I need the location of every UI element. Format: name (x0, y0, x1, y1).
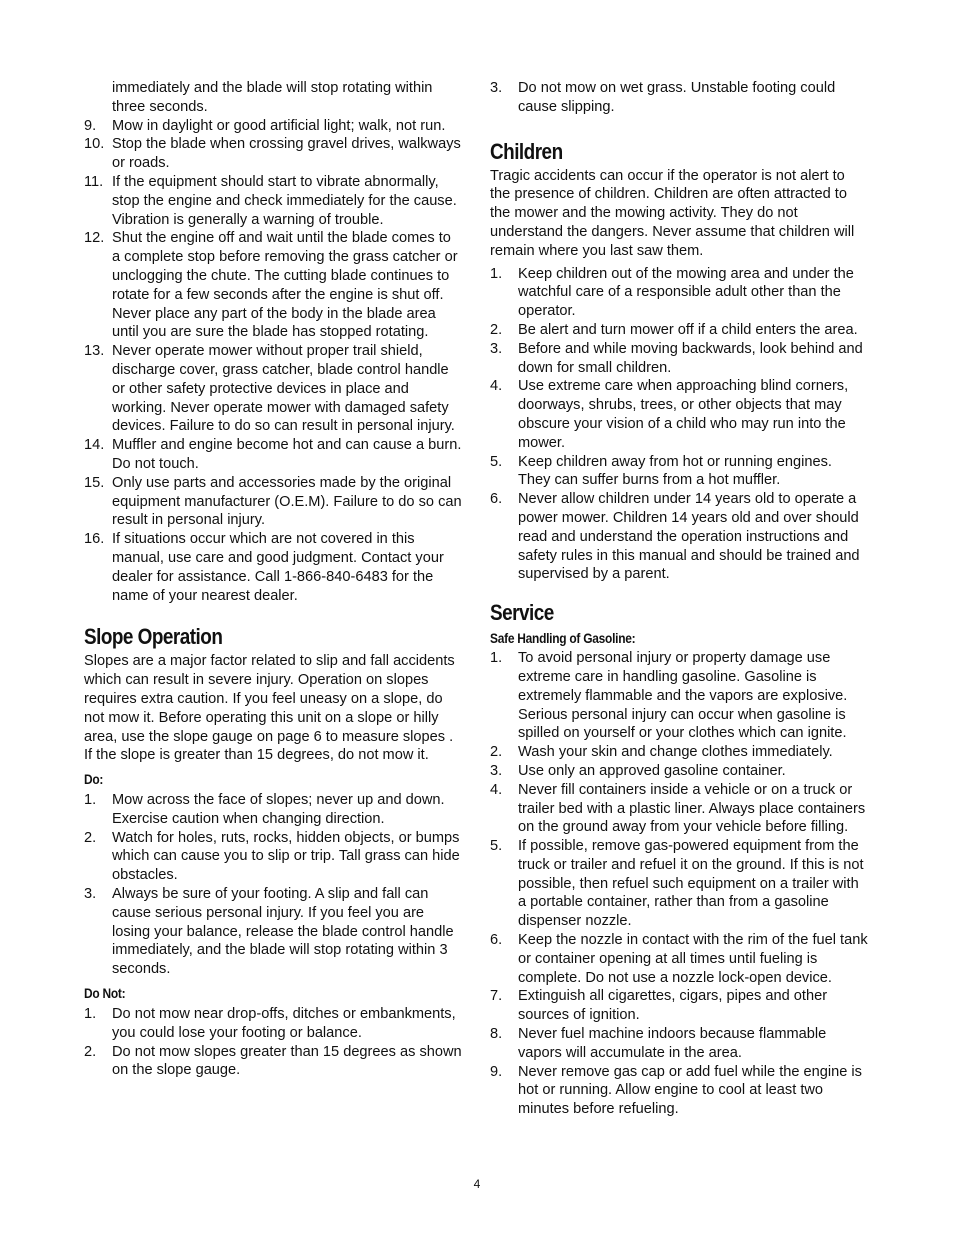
list-item: 16. If situations occur which are not covered in this manual, use care and good judgment. Contact your dealer for assistance. Call 1-866-840-6483 for the name of your nearest dealer. (84, 531, 444, 604)
list-item: 14. Muffler and engine become hot and can cause a burn. Do not touch. (84, 437, 462, 472)
list-item: 5. Keep children away from hot or running engines. They can suffer burns from a hot muffler. (490, 453, 832, 489)
list-item: 12. Shut the engine off and wait until the blade comes to a complete stop before removing the grass catcher or unclogging the chute. The cutting blade continues to rotate for a few seconds after the engine is shut off. Never place any part of the body in the blade area until you are sure the blade has stopped rotating. (84, 230, 458, 341)
list-item: 1. Mow across the face of slopes; never up and down. Exercise caution when changing direction. (84, 792, 445, 827)
safety-list-continued (84, 117, 462, 606)
list-item: 13. Never operate mower without proper trail shield, discharge cover, grass catcher, blade control handle or other safety protective devices in place and working. Never operate mower with damaged safety devices. Failure to do so can result in personal injury. (84, 343, 455, 435)
list-item: 6. Never allow children under 14 years old to operate a power mower. Children 14 years old and over should read and understand the operation instructions and safety rules in this manual and should be trained and supervised by a parent. (490, 491, 860, 583)
list-item: 1. Do not mow near drop-offs, ditches or embankments, you could lose your footing or balance. (84, 1006, 456, 1041)
list-item: 2. Watch for holes, ruts, rocks, hidden objects, or bumps which can cause you to slip or trip. Tall grass can hide obstacles. (84, 829, 460, 884)
list-item: 7. Extinguish all cigarettes, cigars, pipes and other sources of ignition. (490, 988, 828, 1024)
subheading-do-not: Do Not: (84, 986, 126, 1002)
gasoline-list (490, 649, 868, 1119)
children-list (490, 265, 868, 585)
do-not-list (84, 1005, 462, 1080)
children-intro: Tragic accidents can occur if the operator is not alert to the presence of children. Children are often attracted to the mower and the mowing activity. They do not understand the dangers. Never assume that children will remain where you last saw them. (490, 167, 855, 259)
list-item: 6. Keep the nozzle in contact with the rim of the fuel tank or container opening at all times until fueling is complete. Do not use a nozzle lock-open device. (490, 932, 868, 986)
section-title-service: Service (490, 600, 554, 626)
list-item: 3. Always be sure of your footing. A slip and fall can cause serious personal injury. If you feel you are losing your balance, release the blade control handle immediately, and the blade will stop rotating within 3 seconds. (84, 886, 454, 978)
list-item: 2. Do not mow slopes greater than 15 degrees as shown on the slope gauge. (84, 1043, 462, 1079)
do-list (84, 791, 462, 979)
slope-intro: Slopes are a major factor related to slip and fall accidents which can result in severe injury. Operation on slopes requires extra caution. If you feel uneasy on a slope, do not mow it. Before operating this unit on a slope or hilly area, use the slope gauge on page 6 to measure slopes . If the slope is greater than 15 degrees, do not mow it. (84, 653, 455, 764)
continued-item-text: immediately and the blade will stop rotating within three seconds. (112, 80, 433, 115)
slope-do-not-list-continued (490, 79, 868, 117)
list-item: 9. Mow in daylight or good artificial light; walk, not run. (84, 117, 446, 134)
list-item: 15. Only use parts and accessories made by the original equipment manufacturer (O.E.M). Failure to do so can result in personal injury. (84, 474, 462, 529)
list-item: 9. Never remove gas cap or add fuel while the engine is hot or running. Allow engine to cool at least two minutes before refueling. (490, 1063, 862, 1118)
section-title-slope-operation: Slope Operation (84, 624, 223, 650)
list-item: 4. Never fill containers inside a vehicle or on a truck or trailer bed with a plastic liner. Always place containers on the ground away from your vehicle before filling. (490, 781, 866, 836)
subheading-do: Do: (84, 772, 104, 788)
list-item: 2. Wash your skin and change clothes immediately. (490, 744, 833, 761)
page-number: 4 (473, 1177, 481, 1191)
list-item: 8. Never fuel machine indoors because flammable vapors will accumulate in the area. (490, 1026, 827, 1061)
list-item: 1. To avoid personal injury or property damage use extreme care in handling gasoline. Gasoline is extremely flammable and the vapors are explosive. Serious personal injury can occur when gasoline is spilled on yourself or your clothes which can ignite. (490, 650, 848, 742)
right-column (490, 79, 868, 1119)
list-item: 3. Before and while moving backwards, look behind and down for small children. (490, 340, 863, 376)
list-item: 10. Stop the blade when crossing gravel drives, walkways or roads. (84, 136, 461, 172)
section-title-children: Children (490, 138, 563, 164)
list-item: 5. If possible, remove gas-powered equipment from the truck or trailer and refuel it on the ground. If this is not possible, then refuel such equipment on a trailer with a portable container, rather than from a gasoline dispenser nozzle. (490, 838, 864, 930)
list-item: 3. Use only an approved gasoline container. (490, 762, 786, 779)
list-item: 1. Keep children out of the mowing area and under the watchful care of a responsible adult other than the operator. (490, 265, 854, 320)
left-column (84, 79, 462, 1080)
list-item: 4. Use extreme care when approaching blind corners, doorways, shrubs, trees, or other objects that may obscure your vision of a child who may run into the mower. (490, 378, 849, 451)
list-item: 11. If the equipment should start to vibrate abnormally, stop the engine and check immediately for the cause. Vibration is generally a warning of trouble. (84, 173, 457, 228)
list-item: 3. Do not mow on wet grass. Unstable footing could cause slipping. (490, 80, 836, 115)
list-item: 2. Be alert and turn mower off if a child enters the area. (490, 321, 858, 338)
subheading-safe-handling-gasoline: Safe Handling of Gasoline: (490, 631, 636, 647)
